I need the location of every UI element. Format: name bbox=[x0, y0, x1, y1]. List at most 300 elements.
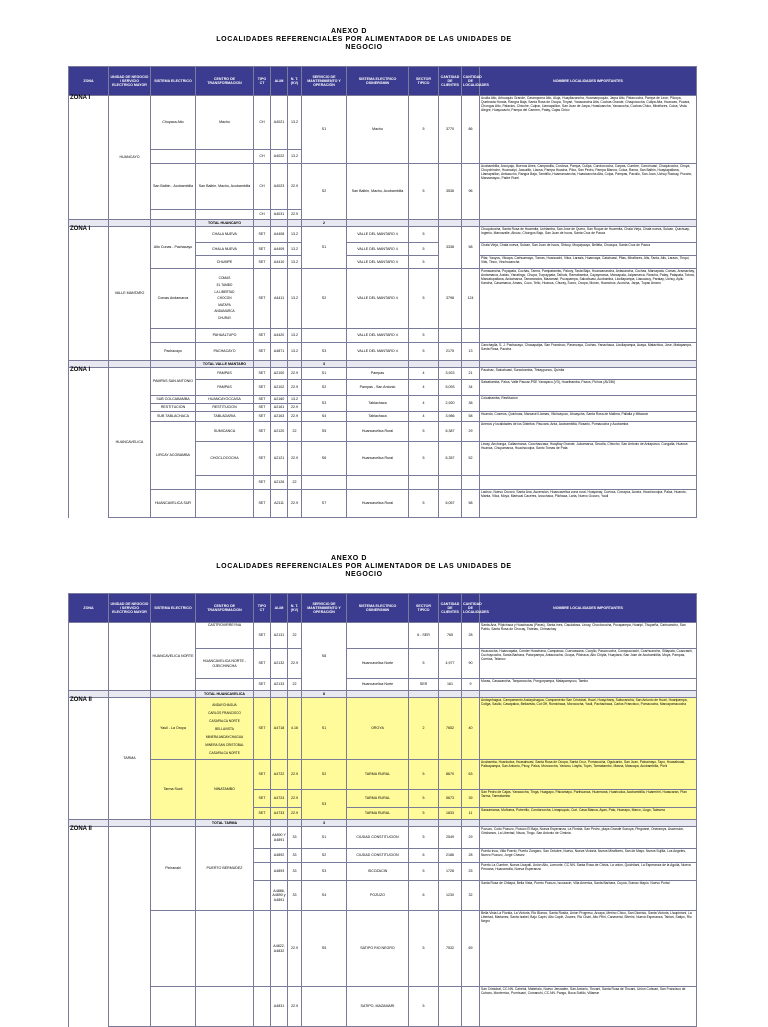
service-cell: S5 bbox=[302, 911, 347, 987]
clients-cell: 4,977 bbox=[439, 649, 462, 679]
localities-count-cell: 69 bbox=[462, 911, 480, 987]
system-cell: Pachacayo bbox=[151, 343, 196, 361]
system-cell: LIRCAY ACOBAMBA bbox=[151, 422, 196, 490]
localities-names-cell: Lircay, Anchonga, Callanmarca, Ccochaccasa, Huayllay Grande, Julcamarca, Secclla, Chincho, San Antonio de Antaparco, Congalla, Huanca Huanca, Chupamarca, Huachocolpa, Santo Tomas de Pata bbox=[480, 442, 697, 476]
localities-count-cell: 58 bbox=[462, 412, 480, 422]
feeder-cell: A2132 bbox=[271, 649, 288, 679]
ct-type-cell: CH bbox=[254, 164, 271, 210]
system-cell: Comas Andamarca bbox=[151, 269, 196, 329]
system-cell: Pichanaki bbox=[151, 827, 196, 911]
ct-cell: PAHUALTUPO bbox=[196, 329, 254, 343]
ct-type-cell: SET bbox=[254, 679, 271, 691]
system-cell: Chupaca Alto bbox=[151, 96, 196, 150]
feeder-cell: A2160 bbox=[271, 396, 288, 404]
service-cell: S1 bbox=[302, 368, 347, 380]
localities-names-cell: Colcabamba, Restitucion bbox=[480, 396, 697, 412]
col-nt: N. T. (KV) bbox=[288, 594, 302, 623]
ct-cell: SUMICANCA bbox=[196, 422, 254, 442]
osinergmin-cell: CIUDAD CONSTITUCION bbox=[347, 827, 409, 849]
osinergmin-cell: TARMA RURAL bbox=[347, 760, 409, 790]
sector-cell: 5 bbox=[409, 863, 439, 881]
empty-cell bbox=[271, 820, 288, 827]
feeder-cell: A4031 bbox=[271, 210, 288, 220]
feeder-cell: A4022 bbox=[271, 150, 288, 164]
ct-type-cell: SET bbox=[254, 256, 271, 269]
voltage-cell: 22.9 bbox=[288, 164, 302, 210]
osinergmin-cell: TARMA RURAL bbox=[347, 808, 409, 820]
service-cell: S4 bbox=[302, 881, 347, 911]
clients-cell: 765 bbox=[439, 623, 462, 649]
feeder-cell: A2126 bbox=[271, 476, 288, 490]
voltage-cell: 22.9 bbox=[288, 911, 302, 987]
col-osinergmin: SISTEMA ELECTRICO OSINERGMIN bbox=[347, 594, 409, 623]
osinergmin-cell: VALLE DEL MANTARO 4 bbox=[347, 227, 409, 243]
ct-cell: TABLADARIA bbox=[196, 412, 254, 422]
system-cell bbox=[151, 987, 196, 1027]
ct-type-cell: SET bbox=[254, 649, 271, 679]
title-line-2: NEGOCIO bbox=[345, 571, 383, 578]
sector-cell: 5 bbox=[409, 442, 439, 476]
sector-cell: 5 bbox=[409, 343, 439, 361]
ct-cell: RESTITUCION bbox=[196, 404, 254, 412]
total-count: 3 bbox=[302, 361, 347, 368]
osinergmin-cell: Tablachaca bbox=[347, 396, 409, 412]
localities-names-cell: Chuquicocha, Santa Rosa de Huarmita, Uchlamba, San Jose de Quero, San Roque de Huarmita, Chala Vieja, Chala nueva, Sulcan, Quichuay, Ingenio, Marcavalle, Ahuac, Chongos Bajo, San Juan de Iscos, Santa Cruz de Pacca bbox=[480, 227, 697, 243]
feeder-cell: A2100 bbox=[271, 368, 288, 380]
voltage-cell: 13.2 bbox=[288, 227, 302, 243]
ct-type-cell bbox=[254, 881, 271, 911]
sector-cell: 5 bbox=[409, 790, 439, 808]
voltage-cell: 13.2 bbox=[288, 96, 302, 150]
sector-cell: 5 bbox=[409, 329, 439, 343]
clients-cell: 8670 bbox=[439, 760, 462, 790]
ct-type-cell: SET bbox=[254, 623, 271, 649]
service-cell: S2 bbox=[302, 760, 347, 790]
unit-cell bbox=[109, 691, 151, 698]
ct-cell: CHALA NUEVA bbox=[196, 227, 254, 243]
ct-cell bbox=[196, 987, 254, 1027]
feeder-cell: A4831 bbox=[271, 987, 288, 1027]
ct-name: MATAPA bbox=[218, 302, 231, 307]
voltage-cell: 22.9 bbox=[288, 760, 302, 790]
voltage-cell: 22.9 bbox=[288, 412, 302, 422]
col-nombres: NOMBRE LOCALIDADES IMPORTANTES bbox=[480, 67, 697, 96]
localities-count-cell: 28 bbox=[462, 849, 480, 863]
osinergmin-cell: VALLE DEL MANTARO 4 bbox=[347, 329, 409, 343]
col-servicio: SERVICIO DE MANTENIMIENTO Y OPERACIÓN bbox=[302, 594, 347, 623]
system-cell: San Balbin - Acobambilla bbox=[151, 164, 196, 210]
zone-cell: ZONA I bbox=[69, 96, 109, 220]
ct-type-cell: SET bbox=[254, 808, 271, 820]
ct-type-cell: SET bbox=[254, 329, 271, 343]
service-cell: S1 bbox=[302, 698, 347, 760]
service-cell: S3 bbox=[302, 863, 347, 881]
total-label: TOTAL VALLE MANTARO bbox=[196, 361, 254, 368]
osinergmin-cell: Huancavelica Norte bbox=[347, 649, 409, 679]
voltage-cell: 13.2 bbox=[288, 150, 302, 164]
localities-names-cell: Lachoc, Nuevo Occoro, Santa Ana, Ascension, Huancavelica zona rural, Huayanay, Cuenca, Conayca, Acoria, Huachocolpa, Palca, Huando, Manta, Vilca, Moya, Mariscal Caceres, Izcuchaca, Pilchaca, Laria, Nuevo Occoro, Yauli bbox=[480, 490, 697, 518]
ct-type-cell: SET bbox=[254, 476, 271, 490]
clients-cell: 3536 bbox=[439, 164, 462, 220]
sector-cell: 5 bbox=[409, 760, 439, 790]
unit-cell bbox=[109, 820, 151, 827]
sector-cell: 5 bbox=[409, 422, 439, 442]
table-header-row bbox=[69, 594, 697, 623]
voltage-cell: 13.2 bbox=[288, 329, 302, 343]
feeder-cell: A2163 bbox=[271, 412, 288, 422]
osinergmin-cell: Huancavelica Rural bbox=[347, 490, 409, 518]
clients-cell: 5,093 bbox=[439, 380, 462, 396]
ct-type-cell: SET bbox=[254, 269, 271, 329]
feeder-cell: A4892 bbox=[271, 849, 288, 863]
osinergmin-cell: POZUZO bbox=[347, 881, 409, 911]
clients-cell: 3770 bbox=[439, 96, 462, 164]
localities-names-cell: Canchaylla, S. J. Pachacayo, Chacapalpa, San Francisco, Parancaya, Cochas, Yanachaca, Llocllapampa, Acaya, Matachica, Jose, Matapampa, Santa Rosa, Paccha bbox=[480, 343, 697, 361]
system-cell: SUB TABLACHACA bbox=[151, 412, 196, 422]
col-tipo: TIPO CT bbox=[254, 594, 271, 623]
ct-type-cell: CH bbox=[254, 150, 271, 164]
localities-count-cell: 52 bbox=[462, 442, 480, 476]
total-row bbox=[69, 691, 697, 698]
localities-count-cell: 58 bbox=[462, 227, 480, 269]
system-cell bbox=[151, 691, 196, 698]
total-label: TOTAL HUANCAVELICA bbox=[196, 691, 254, 698]
service-cell: S3 bbox=[302, 790, 347, 820]
voltage-cell: 33 bbox=[288, 827, 302, 849]
empty-cell bbox=[409, 820, 439, 827]
localities-names-cell: Bella Vista La Florida, La Victoria, Rio Blanco, Santa Rosita, Union Progreso, Arcaya, Merino Chico, San Dionisio, Santa Victoria, Llaupintoni, La Libertad, Marianes, Santa Isabel, Bajo Capiri, Alto Capiri, Zuarez, Rio Chari, Alto Pitiri, Canaveral, Siterini, Nueva Esperanza, Tsiriari, Satipo, Rio Negro bbox=[480, 911, 697, 987]
localities-names-cell: Pauchac, Salcahuasi, Surcubamba, Tintaypuncu, Quintia bbox=[480, 368, 697, 380]
voltage-cell: 22 bbox=[288, 679, 302, 691]
sector-cell: 6 bbox=[409, 881, 439, 911]
ct-type-cell: SET bbox=[254, 790, 271, 808]
ct-cell: PAMPAS bbox=[196, 380, 254, 396]
table-row bbox=[69, 911, 697, 987]
feeder-cell: A4410 bbox=[271, 256, 288, 269]
system-cell: HUANCAVELICA SUR bbox=[151, 490, 196, 518]
sector-cell: 2 bbox=[409, 698, 439, 760]
localities-names-cell: Puerto La Cumbre, Nueva Ucayali, Union Alto, Lomonte, CC.NN. Santa Rosa de Chivis, La union, Quichiiani, La Esperanza de la Aguila, Nueva Peruana, Huacamolla, Nueva Esperanza bbox=[480, 863, 697, 881]
sector-cell: 4 bbox=[409, 396, 439, 412]
localities-count-cell: 21 bbox=[462, 368, 480, 380]
total-label: TOTAL HUANCAYO bbox=[196, 220, 254, 227]
feeder-cell: A4722 bbox=[271, 760, 288, 790]
localities-count-cell: 13 bbox=[462, 343, 480, 361]
localities-names-cell: San Cristobal, CC.NN. Cahetoi, Materialo, Nuevo Jerusalen, San Antonio, Tincani, Santa Rosa de Tincani, Union Cuhuari, San Francisco de Cubaru, Monterrico, Pumhuani, Cumanchi, CC.NN. Pango, Boca Sotillo, Villamar bbox=[480, 987, 697, 1027]
voltage-cell: 22 bbox=[288, 476, 302, 490]
clients-cell: 2186 bbox=[439, 849, 462, 863]
sector-cell: 4 bbox=[409, 412, 439, 422]
ct-type-cell bbox=[254, 849, 271, 863]
table-row bbox=[69, 760, 697, 790]
col-tipo: TIPO CT bbox=[254, 67, 271, 96]
localities-names-cell: Sacsamarca, Muñuera, Potrerillo, Condorcocha, Limapuquio, Curi, Casa Blanca, Ayan, Palo, Huarapo, Marco, Llogo, Talavera bbox=[480, 808, 697, 820]
service-cell: S8 bbox=[302, 623, 347, 691]
voltage-cell: 13.2 bbox=[288, 396, 302, 404]
ct-cell: NINATAMBO bbox=[196, 760, 254, 820]
ct-name: BELLAVISTA bbox=[215, 726, 234, 731]
localities-count-cell bbox=[462, 987, 480, 1027]
system-cell: HUANCAVELICA NORTE bbox=[151, 623, 196, 691]
sector-cell: 5 bbox=[409, 827, 439, 849]
localities-count-cell: 25 bbox=[462, 863, 480, 881]
voltage-cell: 33 bbox=[288, 849, 302, 863]
feeder-cell: A2131 bbox=[271, 623, 288, 649]
localities-names-cell: Huaccocha, Huancapata, Conder Huachana, Campanac, Cuevassana, Ccoyllo, Pascocucha, Conapuccachi, Ccarhuancho, Sillapata, Ccaccasiri, Cuchuycocha, Santa Barbara, Paturpampa, Antaccocha, Ocopa, Pilchaca, Alto Chipta, Huaytara, San Jose de Acobambilla, Moya, Pampas, Cuenca, Telanco bbox=[480, 649, 697, 679]
ct-type-cell: SET bbox=[254, 412, 271, 422]
osinergmin-cell: ISCOZACIN bbox=[347, 863, 409, 881]
feeder-cell: A4409 bbox=[271, 243, 288, 256]
ct-type-cell: SET bbox=[254, 760, 271, 790]
ct-type-cell: CH bbox=[254, 96, 271, 150]
ct-type-cell: SET bbox=[254, 343, 271, 361]
voltage-cell: 13.2 bbox=[288, 269, 302, 329]
localities-names-cell: Acobamba, Huaricolca, Huasahuasi, Santa Rosa de Ocopa, Santa Cruz, Pomacocha, Oguicanto, San Juan, Palcamayo, Tapo, Huasahuasi, Pallcapampa, San Antonio, Picoy, Palca, Morococha, Yanano, Llaylla, Tupin, Tarmatambo, Masna, Mascapa, Acobambilla, Pichi bbox=[480, 760, 697, 790]
feeder-cell: A4021 bbox=[271, 96, 288, 150]
total-count: 3 bbox=[302, 820, 347, 827]
business-unit: VALLE MANTARO bbox=[109, 227, 151, 361]
ct-type-cell: SET bbox=[254, 422, 271, 442]
ct-name: CASAPALCA NORTE bbox=[209, 750, 240, 755]
system-cell: SUB COLCABAMBA bbox=[151, 396, 196, 404]
voltage-cell: 22.9 bbox=[288, 404, 302, 412]
clients-cell: 2549 bbox=[439, 827, 462, 849]
osinergmin-cell: Huancavelica Norte bbox=[347, 679, 409, 691]
service-cell: S3 bbox=[302, 343, 347, 361]
sector-cell: 6 - SER bbox=[409, 623, 439, 649]
table-row bbox=[69, 827, 697, 849]
osinergmin-cell: TARMA RURAL bbox=[347, 790, 409, 808]
ct-name: ANDAYCHAGUA bbox=[212, 702, 237, 707]
clients-cell: 6,357 bbox=[439, 442, 462, 476]
ct-type-cell: SET bbox=[254, 404, 271, 412]
empty-cell bbox=[462, 691, 480, 698]
ct-type-cell: SET bbox=[254, 368, 271, 380]
voltage-cell: 33 bbox=[288, 863, 302, 881]
sector-cell: 5 bbox=[409, 227, 439, 243]
system-cell bbox=[151, 911, 196, 987]
table-row bbox=[69, 698, 697, 760]
clients-cell: 2,920 bbox=[439, 396, 462, 412]
ct-name: CARLOS FRANCISCO bbox=[208, 710, 241, 715]
voltage-cell: 22.9 bbox=[288, 790, 302, 808]
localities-count-cell: 32 bbox=[462, 881, 480, 911]
voltage-cell: 22.9 bbox=[288, 442, 302, 476]
osinergmin-cell: VALLE DEL MANTARO 4 bbox=[347, 269, 409, 329]
localities-count-cell: 11 bbox=[462, 808, 480, 820]
ct-name: COMAS bbox=[218, 276, 231, 281]
col-zona: ZONA bbox=[69, 594, 109, 623]
empty-cell bbox=[254, 820, 271, 827]
voltage-cell: 22.9 bbox=[288, 380, 302, 396]
localities-names-cell: Santa Ana, Pilpichaca y Huachacas (Paras), Santa Ines, Caudalosa, Lircay, Choclococha, Pucapampa, Huaripi, Tisqueña, Carhuancho, San Pablo, Santa Rosa de Chocay, Tistelas, Chimachay bbox=[480, 623, 697, 649]
ct-type-cell: SET bbox=[254, 243, 271, 256]
title-line-1: LOCALIDADES REFERENCIALES POR ALIMENTADOR DE LAS UNIDADES DE bbox=[216, 36, 512, 43]
feeder-cell: A4886, A4890 y A4891 bbox=[271, 881, 288, 911]
business-unit: HUANCAYO bbox=[109, 96, 151, 220]
business-unit: HUANCAVELICA bbox=[109, 368, 151, 518]
col-centro: CENTRO DE TRANSFORMACION bbox=[196, 67, 254, 96]
osinergmin-cell: OROYA bbox=[347, 698, 409, 760]
ct-cell: PAMPAS bbox=[196, 368, 254, 380]
clients-cell: 1728 bbox=[439, 863, 462, 881]
sector-cell: 4 bbox=[409, 368, 439, 380]
clients-cell: 3338 bbox=[439, 227, 462, 269]
osinergmin-cell bbox=[347, 623, 409, 649]
clients-cell: 6,057 bbox=[439, 490, 462, 518]
ct-cell: HUANCAVELICA NORTE - OJEICHINCHA bbox=[196, 649, 254, 679]
ct-cell-group bbox=[196, 698, 254, 760]
osinergmin-cell: SATIPO RIO NEGRO bbox=[347, 911, 409, 987]
clients-cell: 2175 bbox=[439, 343, 462, 361]
osinergmin-cell: VALLE DEL MANTARO 4 bbox=[347, 256, 409, 269]
empty-cell bbox=[288, 820, 302, 827]
service-cell: S5 bbox=[302, 422, 347, 442]
feeder-cell: A2133 bbox=[271, 679, 288, 691]
system-cell: Yauli - La Oroya bbox=[151, 698, 196, 760]
ct-type-cell: SET bbox=[254, 442, 271, 476]
col-unidad: UNIDAD DE NEGOCIO / SERVICIO ELECTRICO MAYOR bbox=[109, 594, 151, 623]
col-sector: SECTOR TIPICO bbox=[409, 594, 439, 623]
sector-cell: SER bbox=[409, 679, 439, 691]
voltage-cell: 4.16 bbox=[288, 698, 302, 760]
empty-cell bbox=[288, 691, 302, 698]
ct-cell bbox=[196, 911, 254, 987]
ct-name: EL TAMBO bbox=[216, 283, 233, 288]
sector-cell: 5 bbox=[409, 649, 439, 679]
voltage-cell: 22 bbox=[288, 623, 302, 649]
clients-cell: 3,986 bbox=[439, 412, 462, 422]
ct-type-cell: SET bbox=[254, 396, 271, 404]
ct-cell: CASTROVIRREYNA bbox=[196, 623, 254, 649]
localities-count-cell: 38 bbox=[462, 396, 480, 412]
osinergmin-cell: VALLE DEL MANTARO 4 bbox=[347, 343, 409, 361]
col-unidad: UNIDAD DE NEGOCIO / SERVICIO ELECTRICO MAYOR bbox=[109, 67, 151, 96]
feeder-cell: A4893 bbox=[271, 863, 288, 881]
feeder-cell: A2111 bbox=[271, 490, 288, 518]
sector-cell: 5 bbox=[409, 911, 439, 987]
localities-count-cell: 9 bbox=[462, 679, 480, 691]
feeder-cell: A4822, A4832 bbox=[271, 911, 288, 987]
localities-count-cell: 34 bbox=[462, 380, 480, 396]
ct-type-cell bbox=[254, 987, 271, 1027]
total-row bbox=[69, 820, 697, 827]
service-cell: S1 bbox=[302, 227, 347, 269]
clients-cell: 6,387 bbox=[439, 422, 462, 442]
col-alim: ALIM bbox=[271, 67, 288, 96]
feeder-cell: A2102 bbox=[271, 380, 288, 396]
localities-count-cell: 28 bbox=[462, 623, 480, 649]
localities-names-cell: Chala Vieja, Chala nueva, Sulcan, San Juan de Iscos, Shicuy, Muquiyauyo, Belbita, Chucupa, Santa Cruz de Pacca bbox=[480, 243, 697, 256]
localities-count-cell: 40 bbox=[462, 698, 480, 760]
clients-cell bbox=[439, 987, 462, 1027]
ct-cell bbox=[196, 679, 254, 691]
feeder-cell: A4733 bbox=[271, 808, 288, 820]
localities-names-cell: Puerto Inca, Villa Puerto, Puerto Zungaro, San Octubre, Nuevo, Nueva Victoria, Nueva Miraflores, San de Mayo, Nueva Sujilla, Los Angeles, Nuevo Pozuzo, Jorge Chavez bbox=[480, 849, 697, 863]
empty-cell bbox=[480, 691, 697, 698]
voltage-cell: 22.9 bbox=[288, 490, 302, 518]
sector-cell: 6 bbox=[409, 849, 439, 863]
clients-cell: 1833 bbox=[439, 808, 462, 820]
localities-names-cell: Huando, Cosmos, Quichuas, Marcavel Llamas, Vilchcayocc, Ahuaycha, Santa Rosa de Mallma, Pallalla y Mitaccar bbox=[480, 412, 697, 422]
sector-cell: 5 bbox=[409, 808, 439, 820]
col-alim: ALIM bbox=[271, 594, 288, 623]
localities-count-cell: 58 bbox=[462, 490, 480, 518]
osinergmin-cell: San Balbin, Machu, Acobambilla bbox=[347, 164, 409, 220]
col-localidades: CANTIDAD DE LOCALIDADES bbox=[462, 67, 480, 96]
localities-count-cell: 39 bbox=[462, 790, 480, 808]
osinergmin-cell: Tablachaca bbox=[347, 412, 409, 422]
sector-cell: 4 bbox=[409, 380, 439, 396]
voltage-cell: 13.2 bbox=[288, 256, 302, 269]
ct-name: LA LIBERTAD bbox=[214, 289, 235, 294]
col-clientes: CANTIDAD DE CLIENTES bbox=[439, 594, 462, 623]
service-cell: S1 bbox=[302, 96, 347, 164]
ct-name: MINERA SAN CRISTOBAL bbox=[205, 742, 244, 747]
col-localidades: CANTIDAD DE LOCALIDADES bbox=[462, 594, 480, 623]
localities-count-cell: 96 bbox=[462, 164, 480, 220]
feeder-cell: A2161 bbox=[271, 404, 288, 412]
localities-names-cell: Andaychagua, Campamento Andaychagua, Campamento San Cristobal, Huari, Huaychany, Suitucancha, San Antonio de Huari, Huaripampa, Collga, Saullo, Casapalca, Bellavista, Cut Off, Rumichaca, Morococha, Yauli, Pachachaca, Carlos Francisco, Pomacocha, Marcapomacocha bbox=[480, 698, 697, 760]
voltage-cell: 13.2 bbox=[288, 243, 302, 256]
voltage-cell: 33 bbox=[288, 881, 302, 911]
service-cell: S3 bbox=[302, 396, 347, 412]
system-cell: PAMPAS SAN ANTONIO bbox=[151, 368, 196, 396]
voltage-cell: 22 bbox=[288, 422, 302, 442]
zone-cell: ZONA I bbox=[69, 227, 109, 361]
feeder-cell: A2120 bbox=[271, 422, 288, 442]
col-nt: N. T. (KV) bbox=[288, 67, 302, 96]
feeder-cell: A4023 bbox=[271, 164, 288, 210]
empty-cell bbox=[347, 820, 409, 827]
feeder-cell: A4718 bbox=[271, 698, 288, 760]
feeder-cell: A2121 bbox=[271, 442, 288, 476]
osinergmin-cell: Huancavelica Rural bbox=[347, 422, 409, 442]
localities-count-cell: 29 bbox=[462, 827, 480, 849]
col-zona: ZONA bbox=[69, 67, 109, 96]
localities-names-cell: Acobambilla, Ancoyajo, Buenos Aires, Campanilla, Cordova, Pampa, Cullpa, Condorcocha, Carpas, Cumbre, Carrohuasi, Chaquicocha, Choya, Chuychinche, Huancalpi, Jacuaillo, Llacsa, Pampa Huacha, Pilco, San Pedro, Pampa Blanca, Colca, Ranra, San Balbin, Huaytapallana, Llamapsillon, Antacucho, Rangra Baja, Tambillo, Huamancancha, Huasicancha Alta, Colpa, Pampas, Pacollo, San Juan, Uchuy Raccay, Pucara, Manzanayoc, Padre Rumi bbox=[480, 164, 697, 220]
ct-cell: CHOCLOCOCHA bbox=[196, 442, 254, 476]
clients-cell: 3798 bbox=[439, 269, 462, 329]
osinergmin-cell: Pampas - San Antonio bbox=[347, 380, 409, 396]
empty-cell bbox=[347, 691, 409, 698]
ct-name: CHOCON bbox=[217, 296, 232, 301]
feeder-cell: A4408 bbox=[271, 227, 288, 243]
sector-cell: 5 bbox=[409, 269, 439, 329]
empty-cell bbox=[409, 691, 439, 698]
voltage-cell: 22.9 bbox=[288, 368, 302, 380]
page-header bbox=[0, 555, 768, 579]
localities-names-cell: Acolla Alto, Arhuaquio Grande, Carampoma Alto, Aluja, Huayllacancha, Huamanpuquio, Jarpa Alto, Patarcocha, Pampa de Leon, Pilcoya, Quebrada Honda, Rangra Baja, Santa Rosa de Ocopa, Tinyari, Yanacancha Alta, Cochas Grande, Chaquicocha, Cullpa Alta, Huancas, Pucara, Chongos Alto, Palacios, Chicche, Colpar, Llamapsillon, San Juan de Jarpa, Huasicancha, Yanacocha, Cochas Chico, Miraflores, Colca, Vista Alegre, Huayucachi, Pampa del Carmen, Patay, Cajas Chico bbox=[480, 96, 697, 164]
total-count: 8 bbox=[302, 691, 347, 698]
ct-type-cell bbox=[254, 911, 271, 987]
total-count: 2 bbox=[302, 220, 347, 227]
col-nombres: NOMBRE LOCALIDADES IMPORTANTES bbox=[480, 594, 697, 623]
col-sector: SECTOR TIPICO bbox=[409, 67, 439, 96]
ct-cell: PUERTO BERMUDEZ bbox=[196, 827, 254, 911]
localities-names-cell: Pomacancha, Poyapata, Cochas, Tarma, Pampatambo, Palcoy, Tasta Bajo, Huancanancha, Antacancha, Cochas, Marcapata, Comas, Aramachay, Andamarca, Andas, Yanatingo, Chupa, Turpaypata, Talhuis, Ranrabamba, Cayaymarca, Marcapata, Jalpamarca, Rancha, Patay, Patapata, Totora, Marcatupallana, Andamarca, Tamarandos, Mazamari, Pucapampa, Salcahuasi, Acobamba, Llocllapampa, Llacuacuy, Paratay, Uchuy, Ayllu Kancha, Casamarca, Amaru, Coco, Tello, Huanca, Churay, Surco, Ocopa, Moran, Huanchos, Acorcha, Jarpa, Tupac Amaru bbox=[480, 269, 697, 329]
feeder-cell: A4890 Y A4891 bbox=[271, 827, 288, 849]
ct-type-cell: SET bbox=[254, 490, 271, 518]
sector-cell: 5 bbox=[409, 164, 439, 220]
ct-cell: CHUMPE bbox=[196, 256, 254, 269]
col-centro: CENTRO DE TRANSFORMACION bbox=[196, 594, 254, 623]
business-unit bbox=[109, 827, 151, 1027]
osinergmin-cell: VALLE DEL MANTARO 4 bbox=[347, 243, 409, 256]
localities-count-cell: 124 bbox=[462, 269, 480, 329]
table-row bbox=[69, 623, 697, 649]
localities-names-cell: Santa Rosa de Chilapa, Bella Vista, Puerto Pozuzo, Iscozacin, Villa America, Santa Barbara, Cuyoa, Sumac Mapio, Nuevo Portal bbox=[480, 881, 697, 911]
